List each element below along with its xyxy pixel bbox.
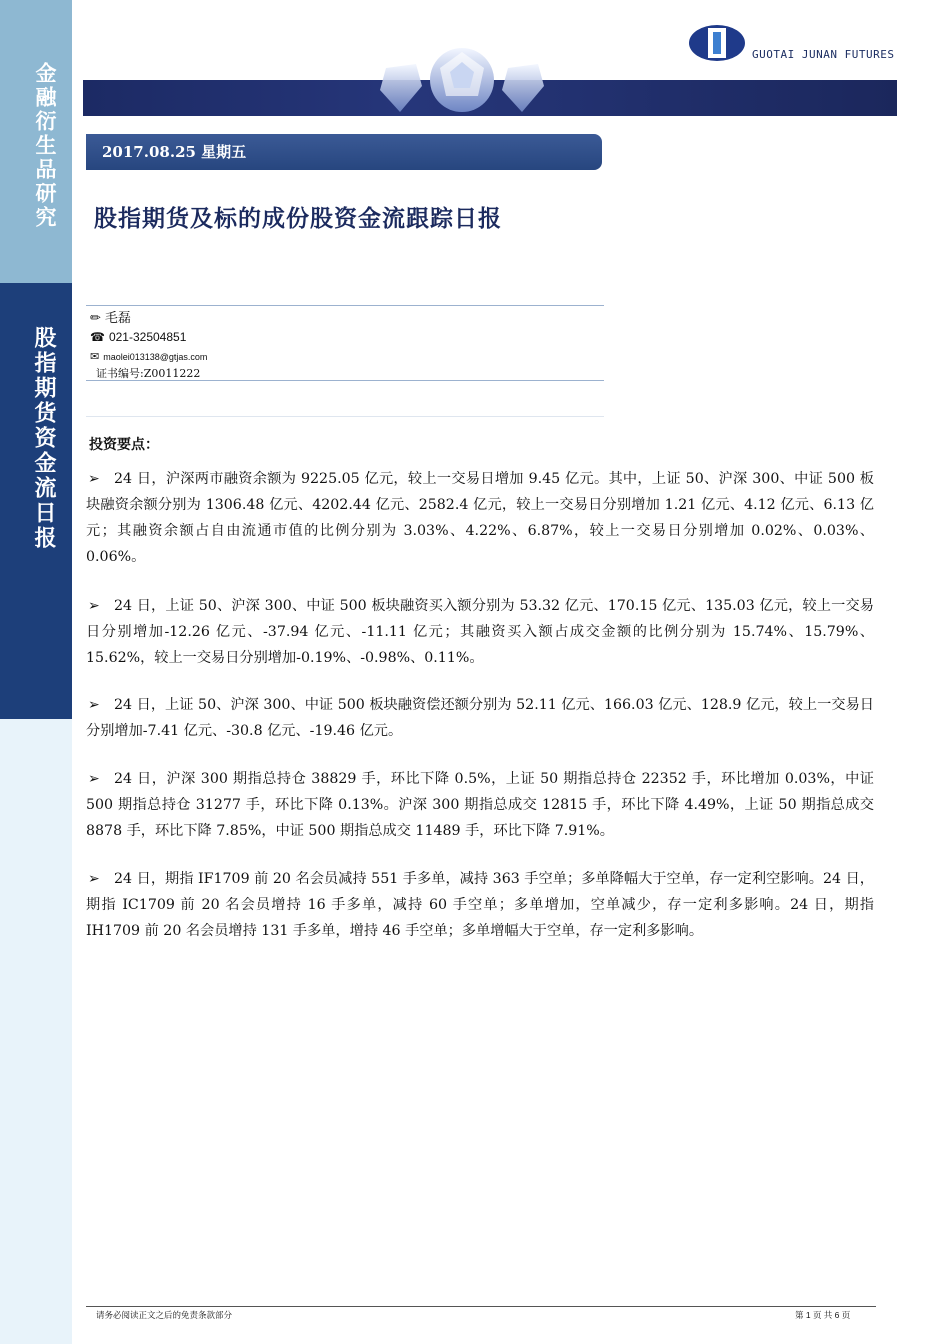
divider-mid <box>86 380 604 381</box>
author-email[interactable]: maolei013138@gtjas.com <box>103 352 208 362</box>
divider-bottom <box>86 416 604 417</box>
key-point-text: 24 日，沪深两市融资余额为 9225.05 亿元，较上一交易日增加 9.45 亿元。其中，上证 50、沪深 300、中证 500 板块融资余额分别为 1306.48 亿元、4202.44 亿元、2582.4 亿元，较上一交易日分别增加 1.21 亿元、4.12 亿元、6.13 亿元；其融资余额占自由流通市值的比例分别为 3.03%、4.22%、6.87%，较上一交易日分别增加 0.02%、0.03%、0.06%。 <box>86 471 874 565</box>
mail-icon: ✉ <box>90 351 100 363</box>
author-phone-row <box>90 330 186 344</box>
author-cert: 证书编号:Z0011222 <box>96 367 201 380</box>
pen-icon: ✏ <box>90 311 101 326</box>
left-sidebar <box>0 0 72 1344</box>
phone-icon: ☎ <box>90 330 105 344</box>
key-points-heading: 投资要点： <box>89 437 159 453</box>
footer-page-number: 第 1 页 共 6 页 <box>795 1310 851 1320</box>
key-point-text: 24 日，上证 50、沪深 300、中证 500 板块融资偿还额分别为 52.11 亿元、166.03 亿元、128.9 亿元，较上一交易日分别增加-7.41 亿元、-30.8 亿元、-19.46 亿元。 <box>86 697 874 739</box>
guotai-junan-logo-icon <box>688 24 746 62</box>
sidebar-report-label: 股指期货资金流日报 <box>31 326 57 551</box>
key-point-item <box>86 466 874 570</box>
author-name-row <box>90 307 131 326</box>
author-email-row <box>90 350 207 363</box>
key-point-item <box>86 766 874 844</box>
key-point-item <box>86 593 874 671</box>
key-point-text: 24 日，沪深 300 期指总持仓 38829 手，环比下降 0.5%，上证 50 期指总持仓 22352 手，环比增加 0.03%，中证 500 期指总持仓 31277 手，环比下降 0.13%。沪深 300 期指总成交 12815 手，环比下降 4.49%，上证 50 期指总成交 8878 手，环比下降 7.85%，中证 500 期指总成交 11489 手，环比下降 7.91%。 <box>86 771 874 839</box>
arrow-bullet-icon: ➢ <box>88 697 100 713</box>
arrow-bullet-icon: ➢ <box>88 471 100 487</box>
footer-disclaimer: 请务必阅读正文之后的免责条款部分 <box>96 1310 233 1320</box>
report-date-bar: 2017.08.25 星期五 <box>86 134 602 170</box>
key-point-text: 24 日，上证 50、沪深 300、中证 500 板块融资买入额分别为 53.32 亿元、170.15 亿元、135.03 亿元，较上一交易日分别增加-12.26 亿元、-37.94 亿元、-11.11 亿元；其融资买入额占成交金额的比例分别为 15.74%、15.79%、15.62%，较上一交易日分别增加-0.19%、-0.98%、0.11%。 <box>86 598 874 666</box>
footer-divider <box>86 1306 876 1307</box>
report-title: 股指期货及标的成份股资金流跟踪日报 <box>94 205 502 232</box>
key-point-item <box>86 692 874 744</box>
arrow-bullet-icon: ➢ <box>88 598 100 614</box>
author-phone: 021-32504851 <box>108 330 187 344</box>
diamond-graphic-icon <box>372 46 552 118</box>
author-name: 毛磊 <box>104 311 131 326</box>
sidebar-category-label: 金融衍生品研究 <box>33 62 58 230</box>
divider-top <box>86 305 604 306</box>
key-point-text: 24 日，期指 IF1709 前 20 名会员减持 551 手多单，减持 363 手空单；多单降幅大于空单，存一定利空影响。24 日，期指 IC1709 前 20 名会员增持 16 手多单，减持 60 手空单；多单增加，空单减少，存一定利多影响。24 日，期指 IH1709 前 20 名会员增持 131 手多单，增持 46 手空单；多单增幅大于空单，存一定利多影响。 <box>86 871 874 939</box>
logo-text: GUOTAI JUNAN FUTURES <box>752 48 895 61</box>
arrow-bullet-icon: ➢ <box>88 771 100 787</box>
key-point-item <box>86 866 874 944</box>
arrow-bullet-icon: ➢ <box>88 871 100 887</box>
